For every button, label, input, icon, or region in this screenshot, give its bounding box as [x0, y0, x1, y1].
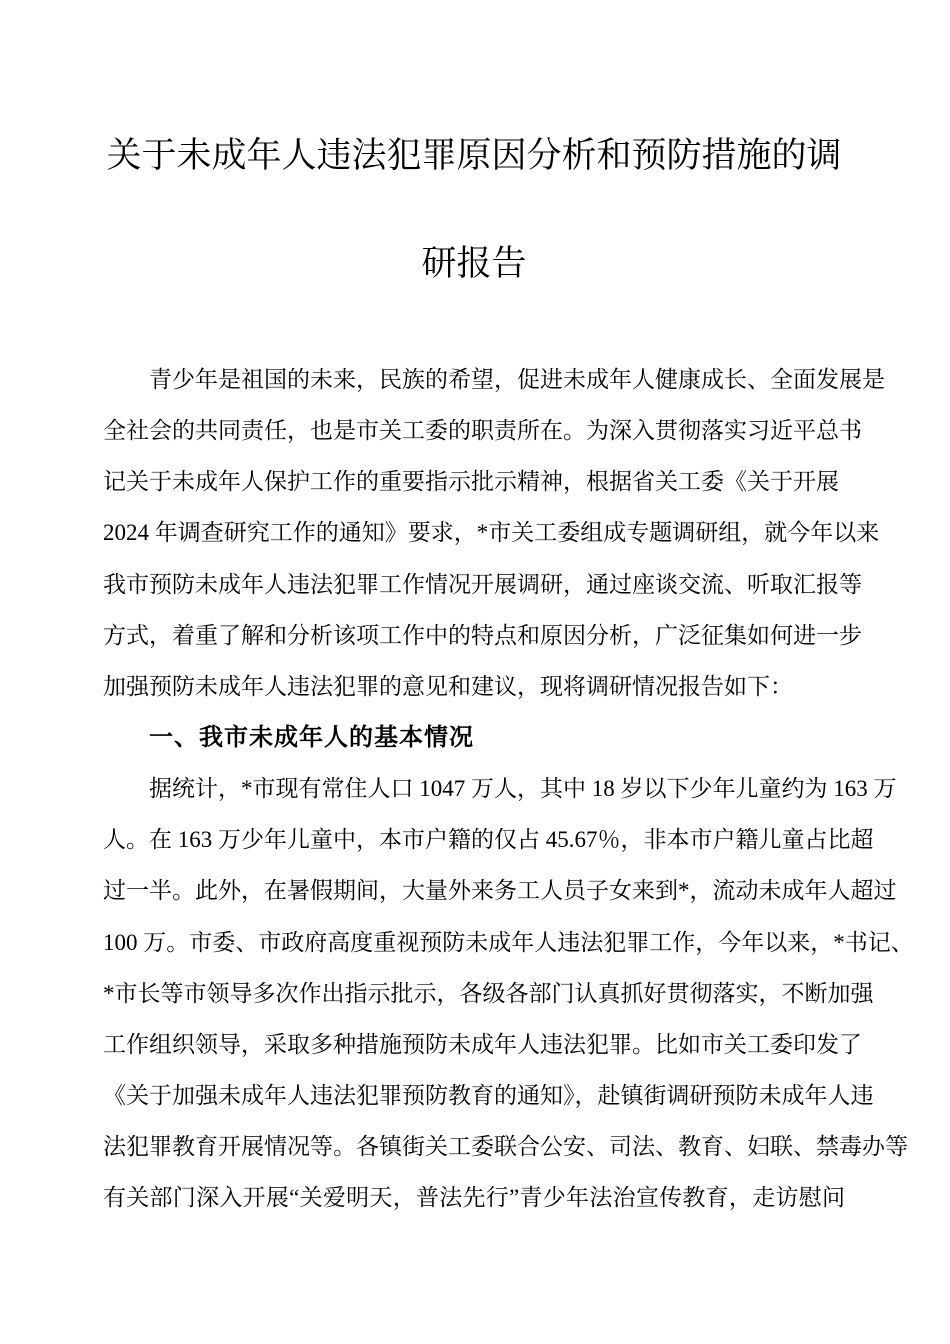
body-line: 据统计，*市现有常住人口 1047 万人，其中 18 岁以下少年儿童约为 163 万 [149, 776, 897, 802]
body-line: *市长等市领导多次作出指示批示，各级各部门认真抓好贯彻落实，不断加强 [103, 980, 874, 1006]
document-title-line-2: 研报告 [421, 244, 527, 283]
body-line: 《关于加强未成年人违法犯罪预防教育的通知》，赴镇街调研预防未成年人违 [103, 1082, 874, 1108]
section-heading: 一、我市未成年人的基本情况 [149, 723, 474, 751]
body-line: 全社会的共同责任，也是市关工委的职责所在。为深入贯彻落实习近平总书 [103, 418, 862, 444]
document-title [103, 102, 845, 318]
body-line: 2024 年调查研究工作的通知》要求，*市关工委组成专题调研组，就今年以来 [103, 520, 880, 546]
body-line: 过一半。此外，在暑假期间，大量外来务工人员子女来到*，流动未成年人超过 [103, 878, 897, 904]
body-line: 加强预防未成年人违法犯罪的意见和建议，现将调研情况报告如下： [103, 673, 793, 699]
body-line: 方式，着重了解和分析该项工作中的特点和原因分析，广泛征集如何进一步 [103, 622, 862, 648]
body-line: 法犯罪教育开展情况等。各镇街关工委联合公安、司法、教育、妇联、禁毒办等 [103, 1134, 908, 1160]
body-line: 青少年是祖国的未来，民族的希望，促进未成年人健康成长、全面发展是 [149, 367, 885, 392]
document-body [103, 354, 914, 1223]
body-line: 工作组织领导，采取多种措施预防未成年人违法犯罪。比如市关工委印发了 [103, 1031, 862, 1057]
body-line: 100 万。市委、市政府高度重视预防未成年人违法犯罪工作，今年以来，*书记、 [103, 929, 914, 955]
body-line: 有关部门深入开展“关爱明天，普法先行”青少年法治宣传教育，走访慰问 [103, 1185, 845, 1211]
body-line: 我市预防未成年人违法犯罪工作情况开展调研，通过座谈交流、听取汇报等 [103, 571, 862, 597]
document-title-line-1: 关于未成年人违法犯罪原因分析和预防措施的调 [106, 136, 842, 175]
body-line: 人。在 163 万少年儿童中，本市户籍的仅占 45.67％，非本市户籍儿童占比超 [103, 827, 874, 853]
body-line: 记关于未成年人保护工作的重要指示批示精神，根据省关工委《关于开展 [103, 469, 839, 495]
